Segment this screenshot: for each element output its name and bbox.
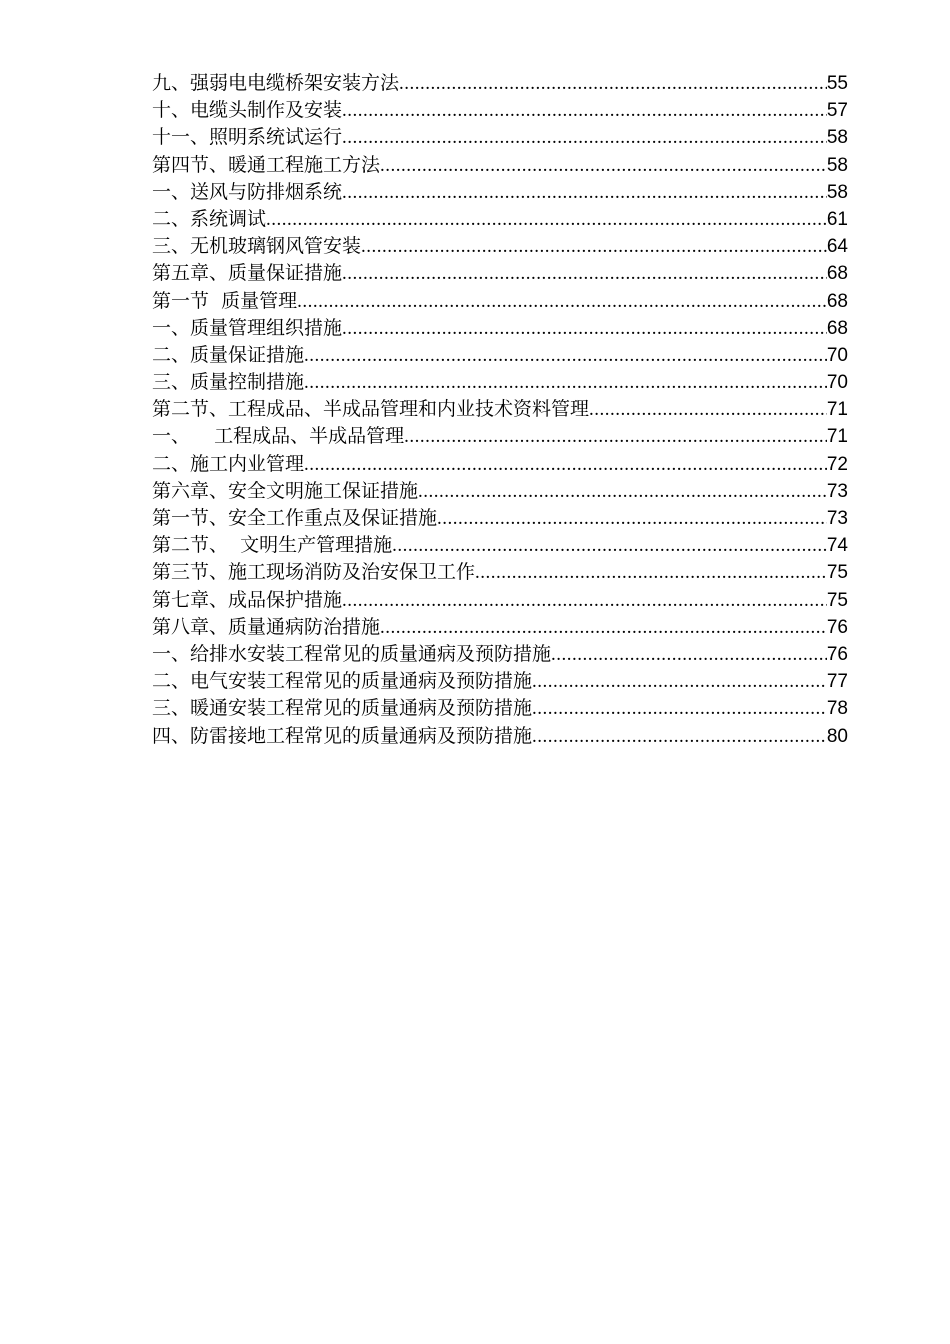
toc-entry-title: 第四节、暖通工程施工方法 bbox=[152, 153, 381, 176]
toc-dot-leader bbox=[475, 559, 827, 586]
toc-entry-title: 一、 工程成品、半成品管理 bbox=[152, 425, 405, 448]
toc-dot-leader bbox=[342, 124, 827, 151]
toc-entry-title: 第二节、 文明生产管理措施 bbox=[152, 534, 393, 557]
toc-entry-title: 三、质量控制措施 bbox=[152, 371, 305, 394]
toc-entry-page: 58 bbox=[826, 154, 848, 176]
toc-dot-leader bbox=[342, 97, 827, 124]
toc-entry-page: 68 bbox=[826, 263, 848, 285]
toc-entry-page: 75 bbox=[826, 589, 848, 611]
toc-entry[interactable] bbox=[152, 342, 848, 369]
toc-entry[interactable] bbox=[152, 233, 848, 260]
toc-dot-leader bbox=[304, 369, 827, 396]
toc-entry-page: 77 bbox=[826, 671, 848, 693]
toc-entry[interactable] bbox=[152, 369, 848, 396]
toc-entry-page: 57 bbox=[826, 100, 848, 122]
toc-dot-leader bbox=[342, 315, 827, 342]
toc-dot-leader bbox=[297, 288, 827, 315]
toc-dot-leader bbox=[342, 179, 827, 206]
toc-entry-title: 第八章、质量通病防治措施 bbox=[152, 615, 381, 638]
toc-entry-title: 第七章、成品保护措施 bbox=[152, 588, 343, 611]
toc-dot-leader bbox=[266, 206, 827, 233]
toc-entry-page: 73 bbox=[826, 480, 848, 502]
toc-entry-title: 二、系统调试 bbox=[152, 207, 267, 230]
toc-dot-leader bbox=[399, 70, 827, 97]
table-of-contents bbox=[152, 70, 848, 750]
toc-entry-title: 第五章、质量保证措施 bbox=[152, 262, 343, 285]
toc-entry-title: 九、强弱电电缆桥架安装方法 bbox=[152, 72, 400, 94]
toc-entry-title: 第一节、安全工作重点及保证措施 bbox=[152, 507, 438, 529]
toc-entry-page: 73 bbox=[826, 508, 848, 529]
toc-dot-leader bbox=[532, 723, 827, 750]
toc-entry-page: 58 bbox=[826, 181, 848, 203]
toc-entry-page: 58 bbox=[826, 127, 848, 149]
toc-dot-leader bbox=[589, 396, 827, 423]
toc-entry[interactable] bbox=[152, 641, 848, 668]
toc-entry-page: 76 bbox=[826, 616, 848, 638]
toc-entry[interactable] bbox=[152, 179, 848, 206]
toc-entry-page: 76 bbox=[826, 643, 848, 665]
toc-entry[interactable] bbox=[152, 206, 848, 233]
toc-entry-page: 68 bbox=[826, 317, 848, 339]
toc-entry-title: 十一、照明系统试运行 bbox=[152, 126, 343, 149]
toc-entry[interactable] bbox=[152, 70, 848, 97]
toc-entry[interactable] bbox=[152, 478, 848, 505]
toc-dot-leader bbox=[532, 668, 827, 695]
toc-entry[interactable] bbox=[152, 695, 848, 722]
toc-entry[interactable] bbox=[152, 288, 848, 315]
toc-dot-leader bbox=[418, 478, 827, 505]
toc-entry-page: 70 bbox=[826, 372, 848, 394]
toc-dot-leader bbox=[380, 152, 827, 179]
toc-entry-page: 64 bbox=[826, 236, 848, 258]
toc-entry-page: 68 bbox=[826, 290, 848, 312]
toc-entry[interactable] bbox=[152, 396, 848, 423]
toc-entry[interactable] bbox=[152, 505, 848, 532]
toc-entry-title: 一、送风与防排烟系统 bbox=[152, 180, 343, 203]
toc-entry-title: 第一节 质量管理 bbox=[152, 289, 298, 312]
toc-entry[interactable] bbox=[152, 614, 848, 641]
toc-entry-title: 第三节、施工现场消防及治安保卫工作 bbox=[152, 561, 476, 584]
toc-dot-leader bbox=[342, 587, 827, 614]
toc-entry-title: 第六章、安全文明施工保证措施 bbox=[152, 479, 419, 502]
toc-entry-title: 十、电缆头制作及安装 bbox=[152, 99, 343, 122]
toc-entry-page: 71 bbox=[826, 426, 848, 448]
toc-entry-page: 70 bbox=[826, 344, 848, 366]
toc-entry-title: 一、给排水安装工程常见的质量通病及预防措施 bbox=[152, 642, 552, 665]
toc-entry-title: 第二节、工程成品、半成品管理和内业技术资料管理 bbox=[152, 398, 590, 421]
toc-dot-leader bbox=[361, 233, 827, 260]
toc-dot-leader bbox=[551, 641, 827, 668]
toc-entry-page: 55 bbox=[826, 73, 848, 94]
toc-entry[interactable] bbox=[152, 587, 848, 614]
toc-entry-title: 二、质量保证措施 bbox=[152, 343, 305, 366]
toc-entry-page: 74 bbox=[826, 535, 848, 557]
toc-entry[interactable] bbox=[152, 532, 848, 559]
toc-entry-page: 71 bbox=[826, 399, 848, 421]
toc-entry[interactable] bbox=[152, 723, 848, 750]
toc-entry-page: 75 bbox=[826, 562, 848, 584]
toc-entry[interactable] bbox=[152, 423, 848, 450]
toc-entry[interactable] bbox=[152, 559, 848, 586]
toc-entry-page: 61 bbox=[826, 208, 848, 230]
toc-dot-leader bbox=[380, 614, 827, 641]
toc-dot-leader bbox=[342, 260, 827, 287]
toc-entry-page: 78 bbox=[826, 698, 848, 720]
toc-entry[interactable] bbox=[152, 260, 848, 287]
toc-entry-title: 三、暖通安装工程常见的质量通病及预防措施 bbox=[152, 697, 533, 720]
toc-entry[interactable] bbox=[152, 451, 848, 478]
toc-dot-leader bbox=[532, 695, 827, 722]
toc-entry[interactable] bbox=[152, 124, 848, 151]
toc-entry[interactable] bbox=[152, 152, 848, 179]
toc-entry[interactable] bbox=[152, 97, 848, 124]
toc-entry-title: 三、无机玻璃钢风管安装 bbox=[152, 235, 362, 258]
toc-dot-leader bbox=[304, 451, 827, 478]
toc-dot-leader bbox=[437, 505, 827, 532]
toc-entry-title: 二、电气安装工程常见的质量通病及预防措施 bbox=[152, 670, 533, 693]
toc-entry-title: 四、防雷接地工程常见的质量通病及预防措施 bbox=[152, 724, 533, 747]
toc-entry[interactable] bbox=[152, 668, 848, 695]
toc-dot-leader bbox=[304, 342, 827, 369]
toc-dot-leader bbox=[404, 423, 827, 450]
toc-entry-page: 80 bbox=[826, 725, 848, 747]
toc-entry-title: 二、施工内业管理 bbox=[152, 452, 305, 475]
toc-entry-title: 一、质量管理组织措施 bbox=[152, 316, 343, 339]
toc-entry-page: 72 bbox=[826, 453, 848, 475]
toc-dot-leader bbox=[392, 532, 827, 559]
toc-entry[interactable] bbox=[152, 315, 848, 342]
